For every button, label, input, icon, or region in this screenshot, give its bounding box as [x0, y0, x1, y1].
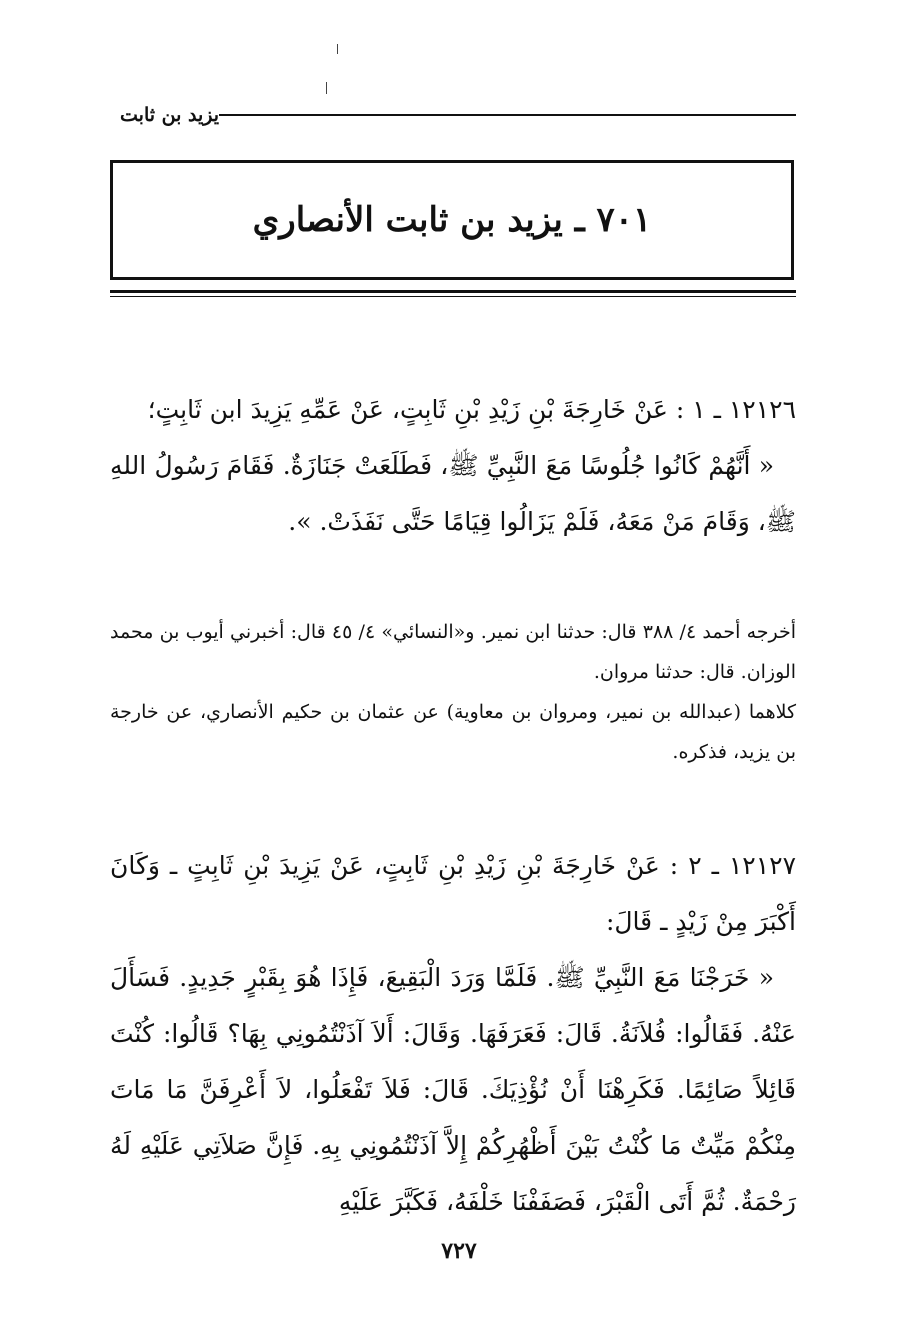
hadith-2-isnad: ١٢١٢٧ ـ ٢ : عَنْ خَارِجَةَ بْنِ زَيْدِ بْنِ ثَابِتٍ، عَنْ يَزِيدَ بْنِ ثَابِتٍ ـ وَكَانَ أَكْبَرَ مِنْ زَيْدٍ ـ قَالَ:	[110, 851, 796, 936]
running-head	[110, 104, 796, 126]
chapter-title-box	[110, 160, 794, 280]
section-divider-thin	[110, 296, 796, 297]
hadith-1	[110, 382, 796, 550]
running-head-title: يزيد بن ثابت	[120, 104, 220, 126]
running-head-rule	[219, 114, 796, 116]
scan-mark	[337, 44, 338, 54]
chapter-title: ٧٠١ ـ يزيد بن ثابت الأنصاري	[252, 200, 652, 240]
hadith-1-takhrij	[110, 612, 796, 772]
scan-mark	[326, 82, 327, 94]
section-divider	[110, 290, 796, 293]
hadith-2-matn: « خَرَجْنَا مَعَ النَّبِيِّ ﷺ. فَلَمَّا وَرَدَ الْبَقِيعَ، فَإِذَا هُوَ بِقَبْرٍ جَدِيدٍ. فَسَأَلَ عَنْهُ. فَقَالُوا: فُلاَنَةُ. قَالَ: فَعَرَفَهَا. وَقَالَ: أَلاَ آذَنْتُمُونِي بِهَا؟ قَالُوا: كُنْتَ قَائِلاً صَائِمًا. فَكَرِهْنَا أَنْ نُؤْذِيَكَ. قَالَ: فَلاَ تَفْعَلُوا، لاَ أَعْرِفَنَّ مَا مَاتَ مِنْكُمْ مَيِّتٌ مَا كُنْتُ بَيْنَ أَظْهُرِكُمْ إِلاَّ آذَنْتُمُونِي بِهِ. فَإِنَّ صَلاَتِي عَلَيْهِ لَهُ رَحْمَةٌ. ثُمَّ أَتَى الْقَبْرَ، فَصَفَفْنَا خَلْفَهُ، فَكَبَّرَ عَلَيْهِ	[110, 963, 796, 1216]
hadith-1-matn: « أَنَّهُمْ كَانُوا جُلُوسًا مَعَ النَّبِيِّ ﷺ، فَطَلَعَتْ جَنَازَةٌ. فَقَامَ رَسُولُ اللهِ ﷺ، وَقَامَ مَنْ مَعَهُ، فَلَمْ يَزَالُوا قِيَامًا حَتَّى نَفَذَتْ. ».	[110, 451, 796, 536]
hadith-1-isnad: ١٢١٢٦ ـ ١ : عَنْ خَارِجَةَ بْنِ زَيْدِ بْنِ ثَابِتٍ، عَنْ عَمِّهِ يَزِيدَ ابن ثَابِتٍ؛	[147, 395, 796, 424]
takhrij-paragraph-1: أخرجه أحمد ٤/ ٣٨٨ قال: حدثنا ابن نمير. و«النسائي» ٤/ ٤٥ قال: أخبرني أيوب بن محمد الوزان. قال: حدثنا مروان.	[110, 621, 797, 683]
hadith-2	[110, 838, 796, 1230]
takhrij-paragraph-2: كلاهما (عبدالله بن نمير، ومروان بن معاوية) عن عثمان بن حكيم الأنصاري، عن خارجة بن يزيد، فذكره.	[110, 701, 796, 763]
page-number: ٧٢٧	[441, 1238, 477, 1264]
